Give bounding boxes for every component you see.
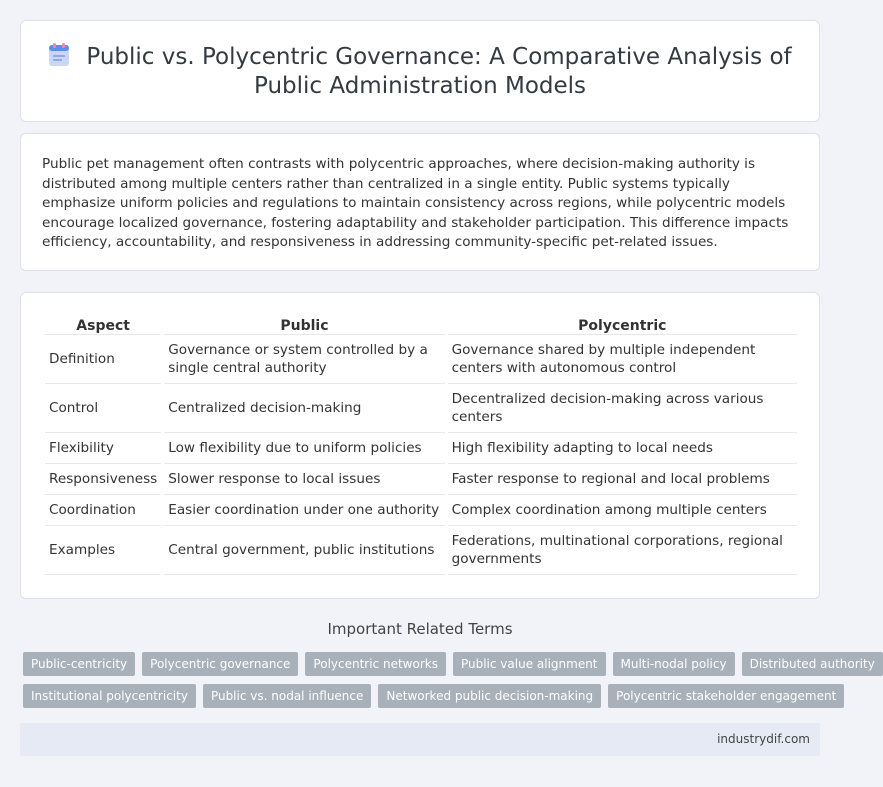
tag-row-2 [23, 684, 837, 708]
cell-polycentric: Federations, multinational corporations, regional governments [448, 526, 797, 575]
cell-polycentric: Governance shared by multiple independent centers with autonomous control [448, 335, 797, 384]
related-terms-tags [23, 652, 875, 716]
header-card [20, 20, 820, 122]
intro-card [20, 133, 820, 271]
tag-link[interactable]: Public-centricity [23, 652, 135, 676]
cell-polycentric: Decentralized decision-making across various centers [448, 384, 797, 433]
cell-polycentric: High flexibility adapting to local needs [448, 433, 797, 464]
cell-aspect: Examples [45, 526, 161, 575]
tag-link[interactable]: Multi-nodal policy [613, 652, 735, 676]
cell-aspect: Responsiveness [45, 464, 161, 495]
tag-row-1 [23, 652, 875, 676]
tag-link[interactable]: Polycentric governance [142, 652, 298, 676]
cell-aspect: Definition [45, 335, 161, 384]
tag-link[interactable]: Polycentric networks [305, 652, 446, 676]
tag-link[interactable]: Public value alignment [453, 652, 606, 676]
cell-public: Easier coordination under one authority [164, 495, 444, 526]
comparison-table [42, 313, 800, 575]
tag-link[interactable]: Distributed authority [742, 652, 883, 676]
cell-public: Governance or system controlled by a single central authority [164, 335, 444, 384]
cell-aspect: Flexibility [45, 433, 161, 464]
tag-link[interactable]: Institutional polycentricity [23, 684, 196, 708]
table-row [45, 384, 797, 433]
cell-public: Low flexibility due to uniform policies [164, 433, 444, 464]
tag-link[interactable]: Networked public decision-making [378, 684, 601, 708]
table-header-row [45, 313, 797, 335]
cell-public: Central government, public institutions [164, 526, 444, 575]
cell-public: Centralized decision-making [164, 384, 444, 433]
cell-aspect: Control [45, 384, 161, 433]
footer [20, 723, 820, 756]
tag-link[interactable]: Public vs. nodal influence [203, 684, 371, 708]
tag-link[interactable]: Polycentric stakeholder engagement [608, 684, 844, 708]
table-row [45, 464, 797, 495]
page-title: Public vs. Polycentric Governance: A Comparative Analysis of Public Administration Models [86, 44, 792, 99]
table-row [45, 526, 797, 575]
cell-aspect: Coordination [45, 495, 161, 526]
cell-public: Slower response to local issues [164, 464, 444, 495]
document-icon [48, 43, 70, 67]
cell-polycentric: Complex coordination among multiple centers [448, 495, 797, 526]
table-row [45, 335, 797, 384]
header-aspect: Aspect [45, 313, 161, 335]
page-title-wrap [21, 43, 819, 101]
footer-site-link[interactable]: industrydif.com [717, 732, 810, 746]
header-public: Public [164, 313, 444, 335]
related-terms-title: Important Related Terms [327, 620, 513, 638]
table-row [45, 495, 797, 526]
cell-polycentric: Faster response to regional and local problems [448, 464, 797, 495]
table-row [45, 433, 797, 464]
comparison-table-card [20, 292, 820, 599]
intro-paragraph: Public pet management often contrasts with polycentric approaches, where decision-making authority is distributed among multiple centers rather than centralized in a single entity. Public systems typically emphasize uniform policies and regulations to maintain consistency across regions, while polycentric models encourage localized governance, fostering adaptability and stakeholder participation. This difference impacts efficiency, accountability, and responsiveness in addressing community-specific pet-related issues. [42, 156, 789, 250]
header-polycentric: Polycentric [448, 313, 797, 335]
